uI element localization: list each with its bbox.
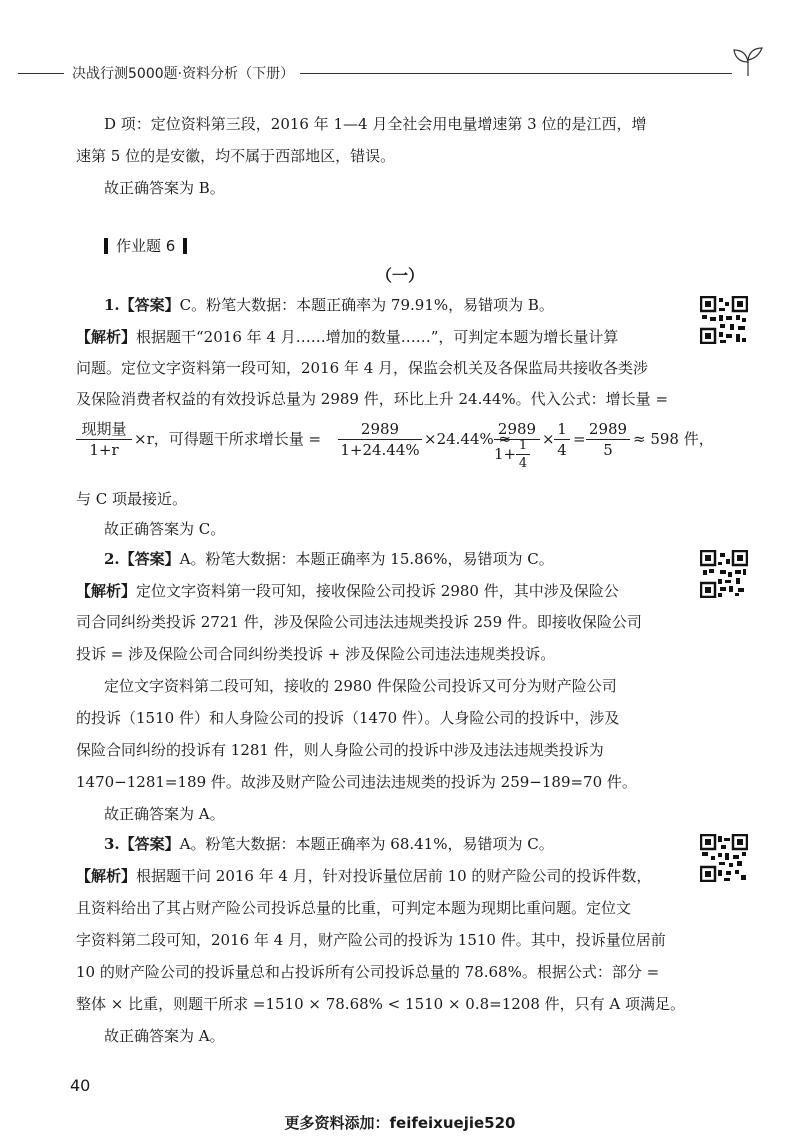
fraction [338, 419, 422, 460]
text-line: 1470−1281=189 件。故涉及财产险公司违法违规类的投诉为 259−189=70 件。 [76, 773, 637, 791]
answer-text: A。粉笔大数据：本题正确率为 15.86%，易错项为 C。 [179, 550, 554, 568]
numerator: 2989 [586, 419, 630, 440]
analysis-line [76, 866, 651, 886]
footer-watermark: 更多资料添加：feifeixuejie520 [284, 1114, 516, 1132]
formula-text: ≈ 598 件， [633, 430, 714, 448]
analysis-line [76, 327, 618, 347]
answer-tag: 3.【答案】 [104, 835, 180, 853]
numerator: 现期量 [76, 419, 132, 440]
section-heading [104, 235, 187, 256]
text-line: D 项：定位资料第三段，2016 年 1—4 月全社会用电量增速第 3 位的是江西，增 [104, 115, 647, 133]
analysis-text: 根据题干“2016 年 4 月……增加的数量……”，可判定本题为增长量计算 [136, 328, 619, 346]
text-line: 字资料第二段可知，2016 年 4 月，财产险公司的投诉为 1510 件。其中，投诉量位居前 [76, 931, 666, 949]
nested-fraction [494, 419, 540, 484]
text-line: 整体 × 比重，则题干所求 =1510 × 78.68% < 1510 × 0.8=1208 件，只有 A 项满足。 [76, 995, 686, 1013]
text-line: 故正确答案为 A。 [104, 1027, 225, 1045]
analysis-line [76, 581, 619, 601]
answer-text: A。粉笔大数据：本题正确率为 68.41%，易错项为 C。 [179, 835, 554, 853]
numerator: 2989 [338, 419, 422, 440]
text-line: 10 的财产险公司的投诉量总和占投诉所有公司投诉总量的 78.68%。根据公式：部分 = [76, 963, 660, 981]
running-header [0, 60, 800, 84]
fraction [586, 419, 630, 460]
numerator: 1 [554, 419, 570, 440]
answer-tag: 1.【答案】 [104, 296, 180, 314]
answer-line [104, 549, 554, 569]
sprout-icon [728, 44, 768, 78]
formula-text: × [542, 430, 555, 448]
text-line: 与 C 项最接近。 [76, 490, 188, 508]
answer-text: C。粉笔大数据：本题正确率为 79.91%，易错项为 B。 [179, 296, 554, 314]
qr-code-icon [700, 834, 748, 882]
answer-line [104, 834, 554, 854]
formula-text: = [573, 430, 586, 448]
text-line: 且资料给出了其占财产险公司投诉总量的比重，可判定本题为现期比重问题。定位文 [76, 899, 632, 917]
text-line: 司合同纠纷类投诉 2721 件，涉及保险公司违法违规类投诉 259 件。即接收保险公司 [76, 613, 642, 631]
analysis-tag: 【解析】 [76, 328, 137, 346]
header-title: 决战行测5000题·资料分析（下册） [72, 66, 295, 82]
text-line: 的投诉（1510 件）和人身险公司的投诉（1470 件）。人身险公司的投诉中，涉及 [76, 709, 620, 727]
denominator [494, 440, 540, 484]
text-line: 定位文字资料第二段可知，接收的 2980 件保险公司投诉又可分为财产险公司 [104, 677, 617, 695]
text-line: 问题。定位文字资料第一段可知，2016 年 4 月，保监会机关及各保监局共接收各类涉 [76, 359, 649, 377]
section-bar-icon [183, 238, 187, 254]
growth-formula [76, 417, 714, 485]
denominator: 4 [557, 441, 567, 459]
fraction [76, 419, 132, 460]
answer-tag: 2.【答案】 [104, 550, 180, 568]
header-rule-right [300, 73, 732, 74]
text-line: 故正确答案为 A。 [104, 805, 225, 823]
numerator: 2989 [494, 419, 540, 440]
formula-text: ×24.44% ≈ [424, 430, 512, 448]
denominator: 1+r [89, 441, 119, 459]
formula-text: ×r，可得题干所求增长量 = [134, 430, 322, 448]
denominator: 5 [603, 441, 613, 459]
qr-code-icon [700, 550, 748, 598]
denominator: 1+24.44% [340, 441, 420, 459]
text-line: 及保险消费者权益的有效投诉总量为 2989 件，环比上升 24.44%。代入公式：增长量 = [76, 390, 669, 408]
header-rule-left [18, 73, 64, 74]
denominator-prefix: 1+ [494, 445, 517, 463]
answer-line [104, 295, 554, 315]
text-line: 速第 5 位的是安徽，均不属于西部地区，错误。 [76, 147, 396, 165]
analysis-text: 根据题干问 2016 年 4 月，针对投诉量位居前 10 的财产险公司的投诉件数， [136, 867, 652, 885]
section-bar-icon [104, 238, 108, 254]
text-line: 故正确答案为 B。 [104, 179, 225, 197]
fraction [554, 419, 570, 460]
inner-denominator: 4 [518, 456, 528, 471]
text-line: 保险合同纠纷的投诉有 1281 件，则人身险公司的投诉中涉及违法违规类投诉为 [76, 741, 604, 759]
inner-numerator: 1 [516, 438, 530, 455]
analysis-tag: 【解析】 [76, 867, 137, 885]
subsection-title: （一） [375, 266, 424, 285]
text-line: 投诉 = 涉及保险公司合同纠纷类投诉 + 涉及保险公司违法违规类投诉。 [76, 645, 556, 663]
text-line: 故正确答案为 C。 [104, 520, 226, 538]
analysis-text: 定位文字资料第一段可知，接收保险公司投诉 2980 件，其中涉及保险公 [136, 582, 619, 600]
qr-code-icon [700, 296, 748, 344]
page-number: 40 [70, 1076, 91, 1095]
analysis-tag: 【解析】 [76, 582, 137, 600]
section-title: 作业题 6 [116, 237, 176, 255]
